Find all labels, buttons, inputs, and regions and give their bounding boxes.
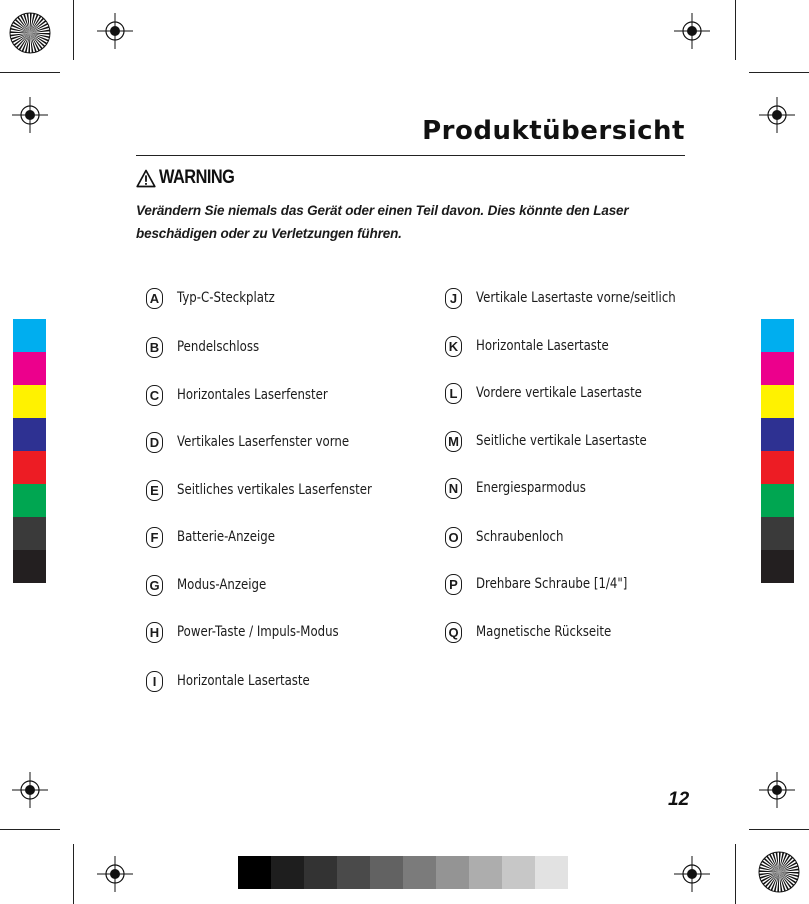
item-letter: J: [445, 288, 462, 309]
color-swatch: [761, 517, 794, 550]
list-item: [146, 431, 382, 453]
gray-swatch: [238, 856, 271, 889]
star-target-icon: [9, 12, 51, 54]
gray-swatch: [304, 856, 337, 889]
warning-text: Verändern Sie niemals das Gerät oder einen Teil davon. Dies könnte den Laser beschädigen oder zu Verletzungen führen.: [136, 203, 629, 241]
item-letter: I: [146, 671, 163, 692]
list-item: [445, 430, 679, 452]
list-item: [445, 573, 656, 595]
item-letter: B: [146, 337, 163, 358]
item-label: Horizontale Lasertaste: [476, 338, 609, 354]
gray-swatch: [337, 856, 370, 889]
color-swatch: [13, 319, 46, 352]
trim-mark-bottom-right-h: [749, 829, 809, 830]
list-item: [445, 287, 714, 309]
color-swatch: [761, 550, 794, 583]
item-label: Seitliches vertikales Laserfenster: [177, 482, 372, 498]
registration-mark-icon: [12, 772, 48, 808]
list-item: [445, 477, 607, 499]
registration-mark-icon: [759, 97, 795, 133]
list-item: [146, 287, 293, 309]
trim-mark-bottom-left-v: [73, 844, 74, 904]
trim-mark-top-left-h: [0, 72, 60, 73]
list-item: [146, 670, 335, 692]
item-label: Seitliche vertikale Lasertaste: [476, 433, 647, 449]
item-letter: Q: [445, 622, 462, 643]
gray-swatch: [271, 856, 304, 889]
color-swatch: [13, 550, 46, 583]
list-item: [146, 479, 409, 501]
registration-mark-icon: [674, 13, 710, 49]
color-swatch: [13, 517, 46, 550]
color-swatch: [13, 484, 46, 517]
item-label: Power-Taste / Impuls-Modus: [177, 624, 339, 640]
trim-mark-top-right-v: [735, 0, 736, 60]
trim-mark-bottom-left-h: [0, 829, 60, 830]
item-letter: D: [146, 432, 163, 453]
item-letter: G: [146, 575, 163, 596]
item-label: Drehbare Schraube [1/4"]: [476, 576, 628, 592]
color-swatch: [761, 319, 794, 352]
gray-swatch: [436, 856, 469, 889]
page-title: Produktübersicht: [422, 116, 685, 146]
registration-mark-icon: [759, 772, 795, 808]
gray-swatch: [502, 856, 535, 889]
trim-mark-top-right-h: [749, 72, 809, 73]
star-target-icon: [758, 851, 800, 893]
item-label: Vertikales Laserfenster vorne: [177, 434, 350, 450]
item-label: Magnetische Rückseite: [476, 624, 612, 640]
item-label: Vertikale Lasertaste vorne/seitlich: [476, 290, 676, 306]
gray-swatch: [535, 856, 568, 889]
list-item: [146, 336, 275, 358]
item-letter: C: [146, 385, 163, 406]
color-swatch: [13, 385, 46, 418]
item-label: Pendelschloss: [177, 339, 260, 355]
item-label: Energiesparmodus: [476, 480, 586, 496]
trim-mark-bottom-right-v: [735, 844, 736, 904]
item-letter: F: [146, 527, 163, 548]
item-label: Horizontale Lasertaste: [177, 673, 310, 689]
list-item: [146, 526, 294, 548]
item-letter: P: [445, 574, 462, 595]
color-swatch: [761, 484, 794, 517]
color-swatch: [761, 352, 794, 385]
color-swatch: [761, 451, 794, 484]
item-letter: M: [445, 431, 462, 452]
item-label: Typ-C-Steckplatz: [177, 290, 275, 306]
list-item: [445, 526, 580, 548]
color-swatch: [13, 352, 46, 385]
item-letter: E: [146, 480, 163, 501]
color-swatch: [761, 418, 794, 451]
color-swatch: [13, 451, 46, 484]
list-item: [146, 574, 283, 596]
list-item: [146, 621, 370, 643]
item-letter: O: [445, 527, 462, 548]
title-rule: [136, 155, 685, 156]
item-label: Schraubenloch: [476, 529, 564, 545]
gray-swatch: [469, 856, 502, 889]
warning-label: WARNING: [159, 167, 235, 188]
item-letter: H: [146, 622, 163, 643]
registration-mark-icon: [12, 97, 48, 133]
registration-mark-icon: [97, 13, 133, 49]
trim-mark-top-left-v: [73, 0, 74, 60]
gray-swatch: [370, 856, 403, 889]
registration-mark-icon: [97, 856, 133, 892]
warning-heading: [136, 166, 247, 190]
list-item: [445, 335, 634, 357]
gray-swatch: [403, 856, 436, 889]
list-item: [445, 621, 637, 643]
item-letter: A: [146, 288, 163, 309]
warning-triangle-icon: [136, 169, 156, 188]
item-label: Vordere vertikale Lasertaste: [476, 385, 642, 401]
registration-mark-icon: [674, 856, 710, 892]
list-item: [445, 382, 674, 404]
item-label: Batterie-Anzeige: [177, 529, 275, 545]
color-swatch: [13, 418, 46, 451]
item-letter: K: [445, 336, 462, 357]
page-number: 12: [668, 789, 690, 810]
item-label: Horizontales Laserfenster: [177, 387, 328, 403]
item-letter: L: [445, 383, 462, 404]
item-letter: N: [445, 478, 462, 499]
item-label: Modus-Anzeige: [177, 577, 267, 593]
color-swatch: [761, 385, 794, 418]
list-item: [146, 384, 356, 406]
